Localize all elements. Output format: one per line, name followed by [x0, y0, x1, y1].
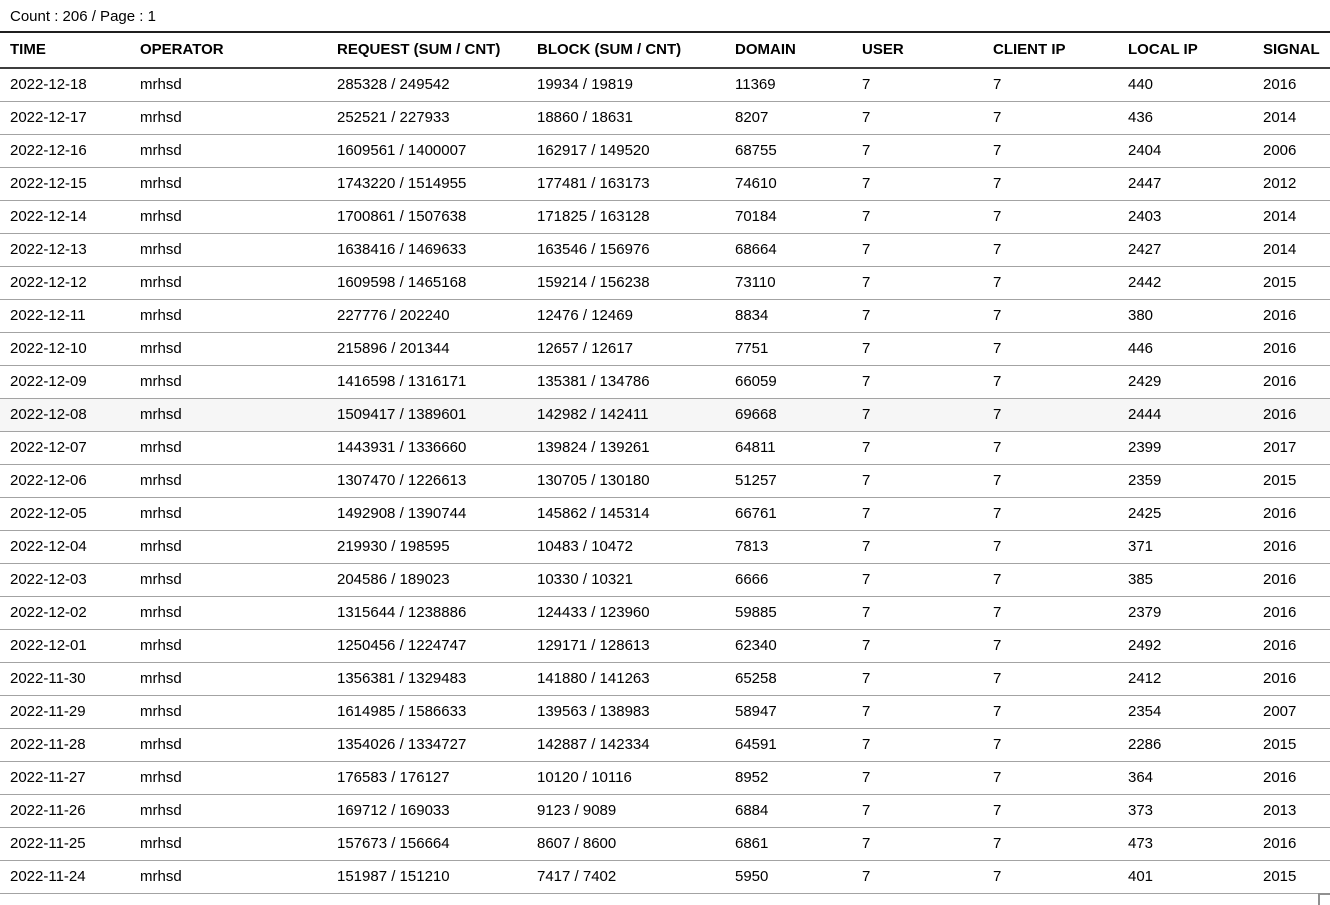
- cell-request: 169712 / 169033: [327, 795, 527, 828]
- cell-local-ip: 2286: [1118, 729, 1253, 762]
- cell-domain: 51257: [725, 465, 852, 498]
- cell-domain: 58947: [725, 696, 852, 729]
- page-corner-artifact: [1318, 893, 1330, 905]
- cell-client-ip: 7: [983, 498, 1118, 531]
- cell-client-ip: 7: [983, 68, 1118, 102]
- cell-time: 2022-11-28: [0, 729, 130, 762]
- table-row[interactable]: [0, 795, 1330, 828]
- cell-user: 7: [852, 729, 983, 762]
- cell-local-ip: 401: [1118, 861, 1253, 894]
- cell-request: 1416598 / 1316171: [327, 366, 527, 399]
- cell-time: 2022-11-26: [0, 795, 130, 828]
- cell-user: 7: [852, 432, 983, 465]
- cell-local-ip: 2492: [1118, 630, 1253, 663]
- cell-time: 2022-12-04: [0, 531, 130, 564]
- cell-user: 7: [852, 795, 983, 828]
- cell-operator: mrhsd: [130, 267, 327, 300]
- cell-signal: 2015: [1253, 861, 1330, 894]
- cell-request: 151987 / 151210: [327, 861, 527, 894]
- cell-local-ip: 446: [1118, 333, 1253, 366]
- cell-signal: 2016: [1253, 300, 1330, 333]
- cell-operator: mrhsd: [130, 762, 327, 795]
- cell-operator: mrhsd: [130, 135, 327, 168]
- table-row[interactable]: [0, 729, 1330, 762]
- cell-domain: 8207: [725, 102, 852, 135]
- cell-local-ip: 2427: [1118, 234, 1253, 267]
- cell-signal: 2016: [1253, 531, 1330, 564]
- cell-operator: mrhsd: [130, 201, 327, 234]
- cell-time: 2022-11-24: [0, 861, 130, 894]
- cell-domain: 62340: [725, 630, 852, 663]
- cell-client-ip: 7: [983, 663, 1118, 696]
- cell-signal: 2016: [1253, 663, 1330, 696]
- cell-request: 1638416 / 1469633: [327, 234, 527, 267]
- cell-request: 204586 / 189023: [327, 564, 527, 597]
- table-row[interactable]: [0, 68, 1330, 102]
- cell-time: 2022-11-27: [0, 762, 130, 795]
- cell-signal: 2016: [1253, 366, 1330, 399]
- cell-operator: mrhsd: [130, 828, 327, 861]
- cell-operator: mrhsd: [130, 168, 327, 201]
- cell-time: 2022-12-02: [0, 597, 130, 630]
- cell-local-ip: 2359: [1118, 465, 1253, 498]
- cell-block: 139563 / 138983: [527, 696, 725, 729]
- cell-local-ip: 385: [1118, 564, 1253, 597]
- cell-client-ip: 7: [983, 201, 1118, 234]
- cell-time: 2022-12-15: [0, 168, 130, 201]
- cell-request: 1492908 / 1390744: [327, 498, 527, 531]
- cell-block: 129171 / 128613: [527, 630, 725, 663]
- cell-user: 7: [852, 828, 983, 861]
- table-row[interactable]: [0, 762, 1330, 795]
- column-header-operator: OPERATOR: [130, 32, 327, 68]
- cell-client-ip: 7: [983, 333, 1118, 366]
- cell-time: 2022-12-10: [0, 333, 130, 366]
- cell-domain: 64591: [725, 729, 852, 762]
- cell-client-ip: 7: [983, 597, 1118, 630]
- cell-time: 2022-12-06: [0, 465, 130, 498]
- cell-block: 7417 / 7402: [527, 861, 725, 894]
- table-row[interactable]: [0, 201, 1330, 234]
- cell-local-ip: 373: [1118, 795, 1253, 828]
- cell-domain: 7813: [725, 531, 852, 564]
- cell-operator: mrhsd: [130, 432, 327, 465]
- cell-time: 2022-12-03: [0, 564, 130, 597]
- cell-block: 8607 / 8600: [527, 828, 725, 861]
- cell-block: 12657 / 12617: [527, 333, 725, 366]
- cell-block: 19934 / 19819: [527, 68, 725, 102]
- cell-operator: mrhsd: [130, 300, 327, 333]
- cell-client-ip: 7: [983, 432, 1118, 465]
- cell-user: 7: [852, 399, 983, 432]
- cell-user: 7: [852, 102, 983, 135]
- cell-signal: 2016: [1253, 828, 1330, 861]
- column-header-block: BLOCK (SUM / CNT): [527, 32, 725, 68]
- cell-user: 7: [852, 531, 983, 564]
- cell-user: 7: [852, 762, 983, 795]
- table-row[interactable]: [0, 663, 1330, 696]
- table-row[interactable]: [0, 861, 1330, 894]
- cell-operator: mrhsd: [130, 861, 327, 894]
- cell-block: 10483 / 10472: [527, 531, 725, 564]
- cell-signal: 2016: [1253, 399, 1330, 432]
- cell-operator: mrhsd: [130, 531, 327, 564]
- table-row[interactable]: [0, 234, 1330, 267]
- cell-request: 1356381 / 1329483: [327, 663, 527, 696]
- cell-request: 219930 / 198595: [327, 531, 527, 564]
- cell-local-ip: 2354: [1118, 696, 1253, 729]
- cell-request: 1614985 / 1586633: [327, 696, 527, 729]
- cell-local-ip: 2403: [1118, 201, 1253, 234]
- cell-signal: 2006: [1253, 135, 1330, 168]
- cell-local-ip: 2379: [1118, 597, 1253, 630]
- cell-block: 124433 / 123960: [527, 597, 725, 630]
- table-row[interactable]: [0, 102, 1330, 135]
- cell-domain: 74610: [725, 168, 852, 201]
- cell-signal: 2016: [1253, 68, 1330, 102]
- cell-request: 1307470 / 1226613: [327, 465, 527, 498]
- cell-block: 171825 / 163128: [527, 201, 725, 234]
- cell-user: 7: [852, 564, 983, 597]
- cell-user: 7: [852, 630, 983, 663]
- cell-operator: mrhsd: [130, 366, 327, 399]
- cell-user: 7: [852, 68, 983, 102]
- cell-domain: 6861: [725, 828, 852, 861]
- cell-local-ip: 364: [1118, 762, 1253, 795]
- cell-client-ip: 7: [983, 168, 1118, 201]
- cell-local-ip: 2442: [1118, 267, 1253, 300]
- table-row[interactable]: [0, 168, 1330, 201]
- column-header-request: REQUEST (SUM / CNT): [327, 32, 527, 68]
- cell-domain: 5950: [725, 861, 852, 894]
- table-row[interactable]: [0, 597, 1330, 630]
- cell-client-ip: 7: [983, 234, 1118, 267]
- cell-block: 10120 / 10116: [527, 762, 725, 795]
- column-header-client-ip: CLIENT IP: [983, 32, 1118, 68]
- cell-local-ip: 2429: [1118, 366, 1253, 399]
- cell-client-ip: 7: [983, 828, 1118, 861]
- cell-request: 1609561 / 1400007: [327, 135, 527, 168]
- cell-time: 2022-12-11: [0, 300, 130, 333]
- cell-time: 2022-12-05: [0, 498, 130, 531]
- table-row[interactable]: [0, 465, 1330, 498]
- cell-operator: mrhsd: [130, 399, 327, 432]
- cell-time: 2022-11-29: [0, 696, 130, 729]
- cell-signal: 2016: [1253, 564, 1330, 597]
- table-row[interactable]: [0, 432, 1330, 465]
- table-body: [0, 68, 1330, 894]
- cell-user: 7: [852, 333, 983, 366]
- table-row[interactable]: [0, 399, 1330, 432]
- table-row[interactable]: [0, 300, 1330, 333]
- cell-domain: 68664: [725, 234, 852, 267]
- cell-request: 1509417 / 1389601: [327, 399, 527, 432]
- cell-domain: 66761: [725, 498, 852, 531]
- cell-block: 177481 / 163173: [527, 168, 725, 201]
- cell-time: 2022-12-09: [0, 366, 130, 399]
- cell-client-ip: 7: [983, 795, 1118, 828]
- cell-user: 7: [852, 366, 983, 399]
- cell-user: 7: [852, 498, 983, 531]
- cell-signal: 2016: [1253, 762, 1330, 795]
- cell-request: 1315644 / 1238886: [327, 597, 527, 630]
- cell-local-ip: 2425: [1118, 498, 1253, 531]
- cell-client-ip: 7: [983, 465, 1118, 498]
- table-row[interactable]: [0, 531, 1330, 564]
- cell-operator: mrhsd: [130, 795, 327, 828]
- cell-client-ip: 7: [983, 102, 1118, 135]
- cell-time: 2022-12-07: [0, 432, 130, 465]
- cell-user: 7: [852, 465, 983, 498]
- cell-domain: 70184: [725, 201, 852, 234]
- cell-signal: 2012: [1253, 168, 1330, 201]
- cell-block: 142982 / 142411: [527, 399, 725, 432]
- cell-local-ip: 380: [1118, 300, 1253, 333]
- table-row[interactable]: [0, 267, 1330, 300]
- cell-client-ip: 7: [983, 531, 1118, 564]
- cell-local-ip: 473: [1118, 828, 1253, 861]
- cell-domain: 66059: [725, 366, 852, 399]
- cell-user: 7: [852, 861, 983, 894]
- cell-operator: mrhsd: [130, 234, 327, 267]
- cell-request: 1609598 / 1465168: [327, 267, 527, 300]
- cell-operator: mrhsd: [130, 597, 327, 630]
- cell-time: 2022-12-08: [0, 399, 130, 432]
- cell-block: 141880 / 141263: [527, 663, 725, 696]
- cell-signal: 2014: [1253, 234, 1330, 267]
- cell-signal: 2014: [1253, 102, 1330, 135]
- cell-domain: 6666: [725, 564, 852, 597]
- cell-request: 1354026 / 1334727: [327, 729, 527, 762]
- cell-user: 7: [852, 597, 983, 630]
- cell-domain: 7751: [725, 333, 852, 366]
- cell-block: 162917 / 149520: [527, 135, 725, 168]
- cell-block: 163546 / 156976: [527, 234, 725, 267]
- cell-local-ip: 2412: [1118, 663, 1253, 696]
- cell-request: 1743220 / 1514955: [327, 168, 527, 201]
- cell-domain: 68755: [725, 135, 852, 168]
- cell-client-ip: 7: [983, 762, 1118, 795]
- cell-signal: 2016: [1253, 333, 1330, 366]
- table-row[interactable]: [0, 498, 1330, 531]
- table-row[interactable]: [0, 366, 1330, 399]
- cell-domain: 64811: [725, 432, 852, 465]
- cell-local-ip: 2404: [1118, 135, 1253, 168]
- cell-signal: 2016: [1253, 597, 1330, 630]
- cell-operator: mrhsd: [130, 465, 327, 498]
- cell-request: 1700861 / 1507638: [327, 201, 527, 234]
- cell-user: 7: [852, 696, 983, 729]
- cell-request: 227776 / 202240: [327, 300, 527, 333]
- cell-signal: 2016: [1253, 498, 1330, 531]
- cell-signal: 2015: [1253, 465, 1330, 498]
- stats-table: [0, 31, 1330, 894]
- cell-time: 2022-12-16: [0, 135, 130, 168]
- cell-time: 2022-11-25: [0, 828, 130, 861]
- cell-block: 10330 / 10321: [527, 564, 725, 597]
- cell-block: 130705 / 130180: [527, 465, 725, 498]
- cell-request: 1250456 / 1224747: [327, 630, 527, 663]
- cell-signal: 2007: [1253, 696, 1330, 729]
- column-header-signal: SIGNAL: [1253, 32, 1330, 68]
- cell-block: 12476 / 12469: [527, 300, 725, 333]
- cell-domain: 6884: [725, 795, 852, 828]
- cell-domain: 59885: [725, 597, 852, 630]
- cell-client-ip: 7: [983, 630, 1118, 663]
- cell-block: 139824 / 139261: [527, 432, 725, 465]
- cell-operator: mrhsd: [130, 729, 327, 762]
- cell-user: 7: [852, 300, 983, 333]
- cell-domain: 73110: [725, 267, 852, 300]
- cell-request: 285328 / 249542: [327, 68, 527, 102]
- table-row[interactable]: [0, 696, 1330, 729]
- cell-request: 1443931 / 1336660: [327, 432, 527, 465]
- cell-client-ip: 7: [983, 399, 1118, 432]
- column-header-domain: DOMAIN: [725, 32, 852, 68]
- cell-request: 176583 / 176127: [327, 762, 527, 795]
- column-header-local-ip: LOCAL IP: [1118, 32, 1253, 68]
- cell-block: 18860 / 18631: [527, 102, 725, 135]
- cell-block: 142887 / 142334: [527, 729, 725, 762]
- cell-domain: 8834: [725, 300, 852, 333]
- cell-request: 215896 / 201344: [327, 333, 527, 366]
- cell-operator: mrhsd: [130, 68, 327, 102]
- cell-domain: 11369: [725, 68, 852, 102]
- cell-block: 135381 / 134786: [527, 366, 725, 399]
- cell-local-ip: 2447: [1118, 168, 1253, 201]
- cell-signal: 2016: [1253, 630, 1330, 663]
- cell-local-ip: 440: [1118, 68, 1253, 102]
- cell-client-ip: 7: [983, 366, 1118, 399]
- cell-client-ip: 7: [983, 729, 1118, 762]
- result-count-summary: Count : 206 / Page : 1: [10, 8, 156, 25]
- cell-time: 2022-12-01: [0, 630, 130, 663]
- cell-local-ip: 371: [1118, 531, 1253, 564]
- cell-client-ip: 7: [983, 300, 1118, 333]
- cell-signal: 2017: [1253, 432, 1330, 465]
- cell-operator: mrhsd: [130, 663, 327, 696]
- cell-time: 2022-12-12: [0, 267, 130, 300]
- cell-client-ip: 7: [983, 267, 1118, 300]
- cell-signal: 2013: [1253, 795, 1330, 828]
- cell-local-ip: 2444: [1118, 399, 1253, 432]
- cell-signal: 2015: [1253, 729, 1330, 762]
- cell-block: 159214 / 156238: [527, 267, 725, 300]
- cell-time: 2022-12-13: [0, 234, 130, 267]
- cell-client-ip: 7: [983, 696, 1118, 729]
- cell-time: 2022-12-14: [0, 201, 130, 234]
- cell-user: 7: [852, 234, 983, 267]
- cell-domain: 69668: [725, 399, 852, 432]
- table-row[interactable]: [0, 630, 1330, 663]
- cell-operator: mrhsd: [130, 696, 327, 729]
- cell-local-ip: 2399: [1118, 432, 1253, 465]
- cell-domain: 8952: [725, 762, 852, 795]
- cell-request: 252521 / 227933: [327, 102, 527, 135]
- cell-operator: mrhsd: [130, 498, 327, 531]
- table-row[interactable]: [0, 333, 1330, 366]
- cell-client-ip: 7: [983, 135, 1118, 168]
- cell-user: 7: [852, 201, 983, 234]
- cell-time: 2022-11-30: [0, 663, 130, 696]
- cell-operator: mrhsd: [130, 564, 327, 597]
- cell-user: 7: [852, 135, 983, 168]
- cell-signal: 2015: [1253, 267, 1330, 300]
- cell-request: 157673 / 156664: [327, 828, 527, 861]
- cell-local-ip: 436: [1118, 102, 1253, 135]
- cell-time: 2022-12-18: [0, 68, 130, 102]
- table-row[interactable]: [0, 564, 1330, 597]
- cell-user: 7: [852, 267, 983, 300]
- column-header-user: USER: [852, 32, 983, 68]
- cell-block: 145862 / 145314: [527, 498, 725, 531]
- cell-operator: mrhsd: [130, 333, 327, 366]
- cell-user: 7: [852, 663, 983, 696]
- cell-domain: 65258: [725, 663, 852, 696]
- cell-block: 9123 / 9089: [527, 795, 725, 828]
- cell-client-ip: 7: [983, 564, 1118, 597]
- cell-operator: mrhsd: [130, 630, 327, 663]
- cell-time: 2022-12-17: [0, 102, 130, 135]
- cell-operator: mrhsd: [130, 102, 327, 135]
- column-header-time: TIME: [0, 32, 130, 68]
- table-row[interactable]: [0, 135, 1330, 168]
- cell-client-ip: 7: [983, 861, 1118, 894]
- table-row[interactable]: [0, 828, 1330, 861]
- table-header-row: [0, 32, 1330, 68]
- cell-signal: 2014: [1253, 201, 1330, 234]
- cell-user: 7: [852, 168, 983, 201]
